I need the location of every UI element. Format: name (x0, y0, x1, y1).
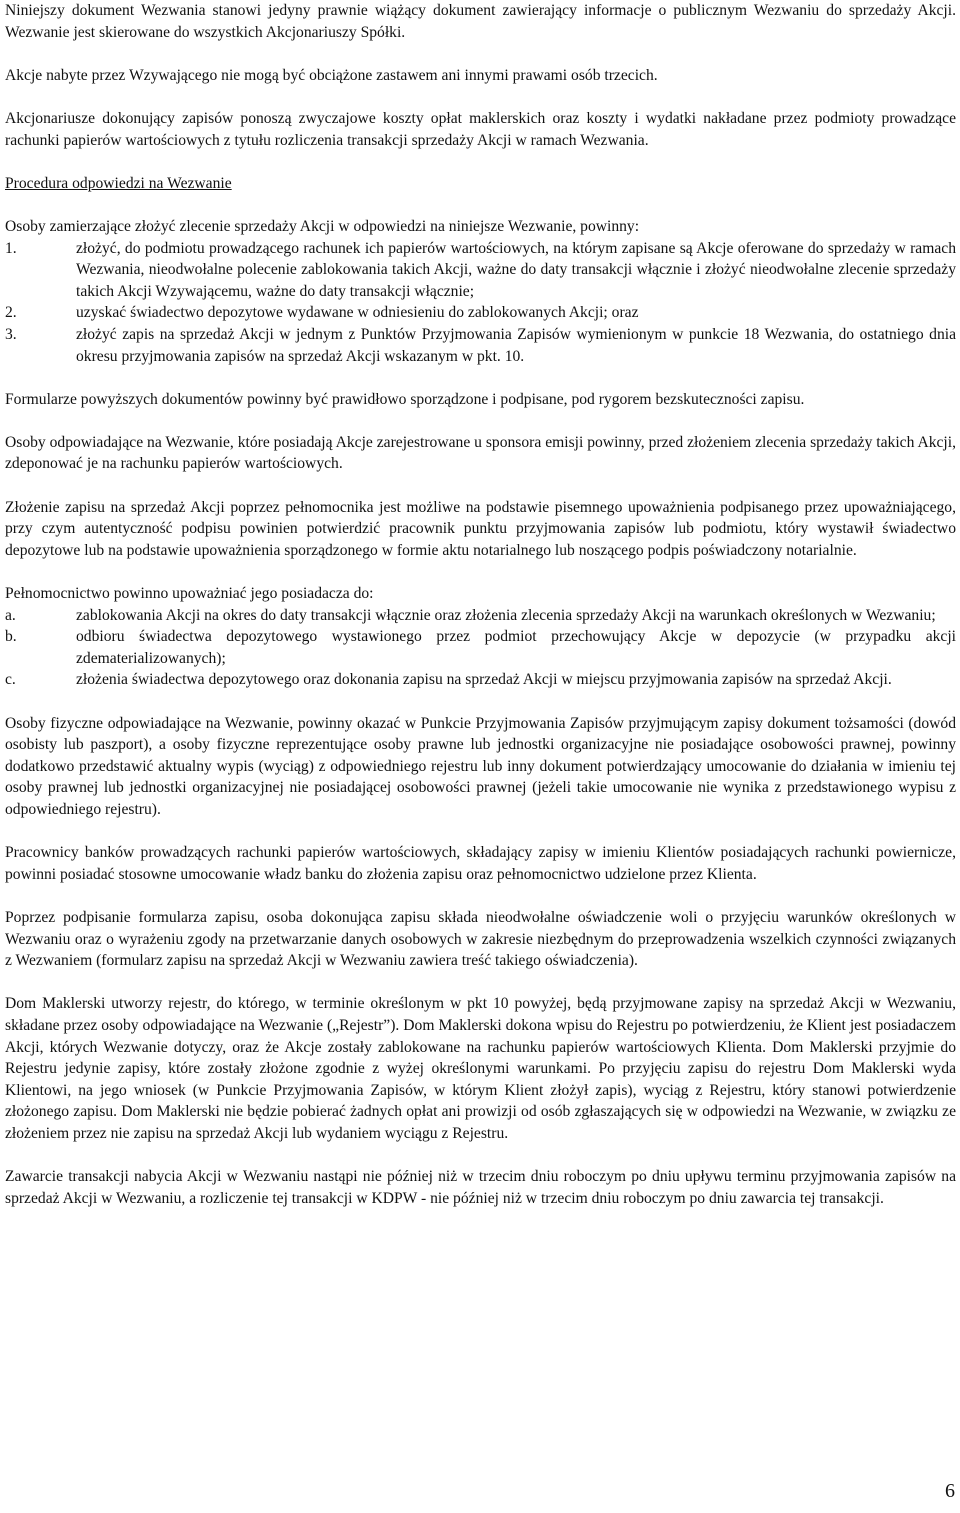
list-item-text: złożyć zapis na sprzedaż Akcji w jednym z Punktów Przyjmowania Zapisów wymienionym w punkcie 18 Wezwania, do ostatniego dnia okresu przyjmowania zapisów na sprzedaż Akcji wskazanym w pkt. 10. (76, 325, 956, 365)
list-marker: 3. (5, 325, 17, 343)
list-item-text: uzyskać świadectwo depozytowe wydawane w odniesieniu do zablokowanych Akcji; oraz (76, 304, 639, 322)
paragraph-bank-employees: Pracownicy banków prowadzących rachunki papierów wartościowych, składający zapisy w imieniu Klientów posiadających rachunki powiernicze, powinni posiadać stosowne umocowanie władz banku do złożenia zapisu oraz pełnomocnictwo udzielone przez Klienta. (5, 844, 956, 883)
list-marker: b. (5, 628, 17, 646)
paragraph-sponsor: Osoby odpowiadające na Wezwanie, które posiadają Akcje zarejestrowane u sponsora emisji powinny, przed złożeniem zlecenia sprzedaży takich Akcji, zdeponować je na rachunku papierów wartościowych. (5, 433, 956, 473)
list-item (5, 669, 956, 691)
list-item-text: zablokowania Akcji na okres do daty transakcji włącznie oraz złożenia zlecenia sprzedaży Akcji na warunkach określonych w Wezwaniu; (76, 606, 936, 624)
list-marker: 1. (5, 239, 17, 257)
list-item (5, 605, 956, 627)
paragraph-identity: Osoby fizyczne odpowiadające na Wezwanie, powinny okazać w Punkcie Przyjmowania Zapisów przyjmującym zapisy dokument tożsamości (dowód osobisty lub paszport), a osoby fizyczne reprezentujące osoby prawne lub jednostki organizacyjne nie posiadające osobowości prawnej, powinny dodatkowo przedstawić aktualny wypis (wyciąg) z odpowiedniego rejestru lub inny dokument potwierdzający umocowanie do działania w imieniu tej osoby prawnej lub jednostki organizacyjnej nie posiadającej osobowości prawnej (jeżeli takie umocowanie nie wynika z przedstawionego wypisu z odpowiedniego rejestru). (5, 714, 956, 818)
paragraph-declaration: Poprzez podpisanie formularza zapisu, osoba dokonująca zapisu składa nieodwołalne oświadczenie woli o przyjęciu warunków określonych w Wezwaniu oraz o wyrażeniu zgody na przetwarzanie danych osobowych w zakresie niezbędnym do przeprowadzenia wszelkich czynności związanych z Wezwaniem (formularz zapisu na sprzedaż Akcji w Wezwaniu zawiera treść takiego oświadczenia). (5, 908, 956, 970)
list-item (5, 324, 956, 367)
list-intro-power-of-attorney: Pełnomocnictwo powinno upoważniać jego posiadacza do: (5, 585, 374, 603)
list-marker: c. (5, 671, 16, 689)
list-item-text: odbioru świadectwa depozytowego wystawionego przez podmiot przechowujący Akcje w depozycie (w przypadku akcji zdematerializowanych); (76, 628, 956, 667)
paragraph-encumbrance: Akcje nabyte przez Wzywającego nie mogą być obciążone zastawem ani innymi prawami osób trzecich. (5, 66, 658, 84)
list-item (5, 302, 956, 324)
paragraph-proxy: Złożenie zapisu na sprzedaż Akcji poprzez pełnomocnika jest możliwe na podstawie pisemnego upoważnienia podpisanego przez upoważniającego, przy czym autentyczność podpisu powinien potwierdzić pracownik punktu przyjmowania zapisów lub podmiotu, który wystawił świadectwo depozytowe lub na podstawie upoważnienia sporządzonego w formie aktu notarialnego lub noszącego podpis poświadczony notarialnie. (5, 498, 956, 559)
document-page (5, 0, 956, 1231)
list-marker: 2. (5, 304, 17, 322)
paragraph-costs: Akcjonariusze dokonujący zapisów ponoszą zwyczajowe koszty opłat maklerskich oraz koszty i wydatki nakładane przez podmioty prowadzące rachunki papierów wartościowych z tytułu rozliczenia transakcji sprzedaży Akcji w ramach Wezwania. (5, 109, 956, 149)
steps-list (5, 238, 956, 368)
paragraph-register: Dom Maklerski utworzy rejestr, do którego, w terminie określonym w pkt 10 powyżej, będą przyjmowane zapisy na sprzedaż Akcji w Wezwaniu, składane przez osoby odpowiadające na Wezwanie („Rejestr”). Dom Maklerski dokona wpisu do Rejestru po potwierdzeniu, że Klient jest posiadaczem Akcji, których Wezwanie dotyczy, oraz że Akcje zostały zablokowane na rachunku papierów wartościowych Klienta. Dom Maklerski przyjmie do Rejestru jedynie zapisy, które zostały złożone zgodnie z wyżej określonymi warunkami. Po przyjęciu zapisu do rejestru Dom Maklerski wyda Klientowi, na jego wniosek (w Punkcie Przyjmowania Zapisów, w którym Klient złożył zapis), wyciąg z Rejestru, który stanowi potwierdzenie złożonego zapisu. Dom Maklerski nie będzie pobierać żadnych opłat ani prowizji od osób zgłaszających się w odpowiedzi na Wezwanie, w związku ze złożeniem przez nie zapisu na sprzedaż Akcji lub wydaniem wyciągu z Rejestru. (5, 995, 956, 1142)
list-item-text: złożenia świadectwa depozytowego oraz dokonania zapisu na sprzedaż Akcji w miejscu przyjmowania zapisów na sprzedaż Akcji. (76, 671, 892, 689)
paragraph-settlement: Zawarcie transakcji nabycia Akcji w Wezwaniu nastąpi nie później niż w trzecim dniu roboczym po dniu upływu terminu przyjmowania zapisów na sprzedaż Akcji w Wezwaniu, a rozliczenie tej transakcji w KDPW - nie później niż w trzecim dniu roboczym po dniu zawarcia tej transakcji. (5, 1168, 956, 1207)
power-of-attorney-list (5, 605, 956, 691)
list-marker: a. (5, 606, 16, 624)
list-item (5, 238, 956, 303)
list-item-text: złożyć, do podmiotu prowadzącego rachunek ich papierów wartościowych, na którym zapisane są Akcje oferowane do sprzedaży w ramach Wezwania, nieodwołalne polecenie zablokowania takich Akcji, ważne do daty transakcji włącznie i złożyć nieodwołalne zlecenie sprzedaży takich Akcji Wzywającemu, ważne do daty transakcji włącznie; (76, 239, 956, 300)
page-number: 6 (945, 1480, 955, 1502)
paragraph-intro: Niniejszy dokument Wezwania stanowi jedyny prawnie wiążący dokument zawierający informacje o publicznym Wezwaniu do sprzedaży Akcji. Wezwanie jest skierowane do wszystkich Akcjonariuszy Spółki. (5, 2, 956, 41)
paragraph-forms: Formularze powyższych dokumentów powinny być prawidłowo sporządzone i podpisane, pod rygorem bezskuteczności zapisu. (5, 390, 805, 408)
section-heading-procedure: Procedura odpowiedzi na Wezwanie (5, 174, 232, 192)
list-item (5, 626, 956, 669)
list-intro-steps: Osoby zamierzające złożyć zlecenie sprzedaży Akcji w odpowiedzi na niniejsze Wezwanie, powinny: (5, 217, 640, 235)
